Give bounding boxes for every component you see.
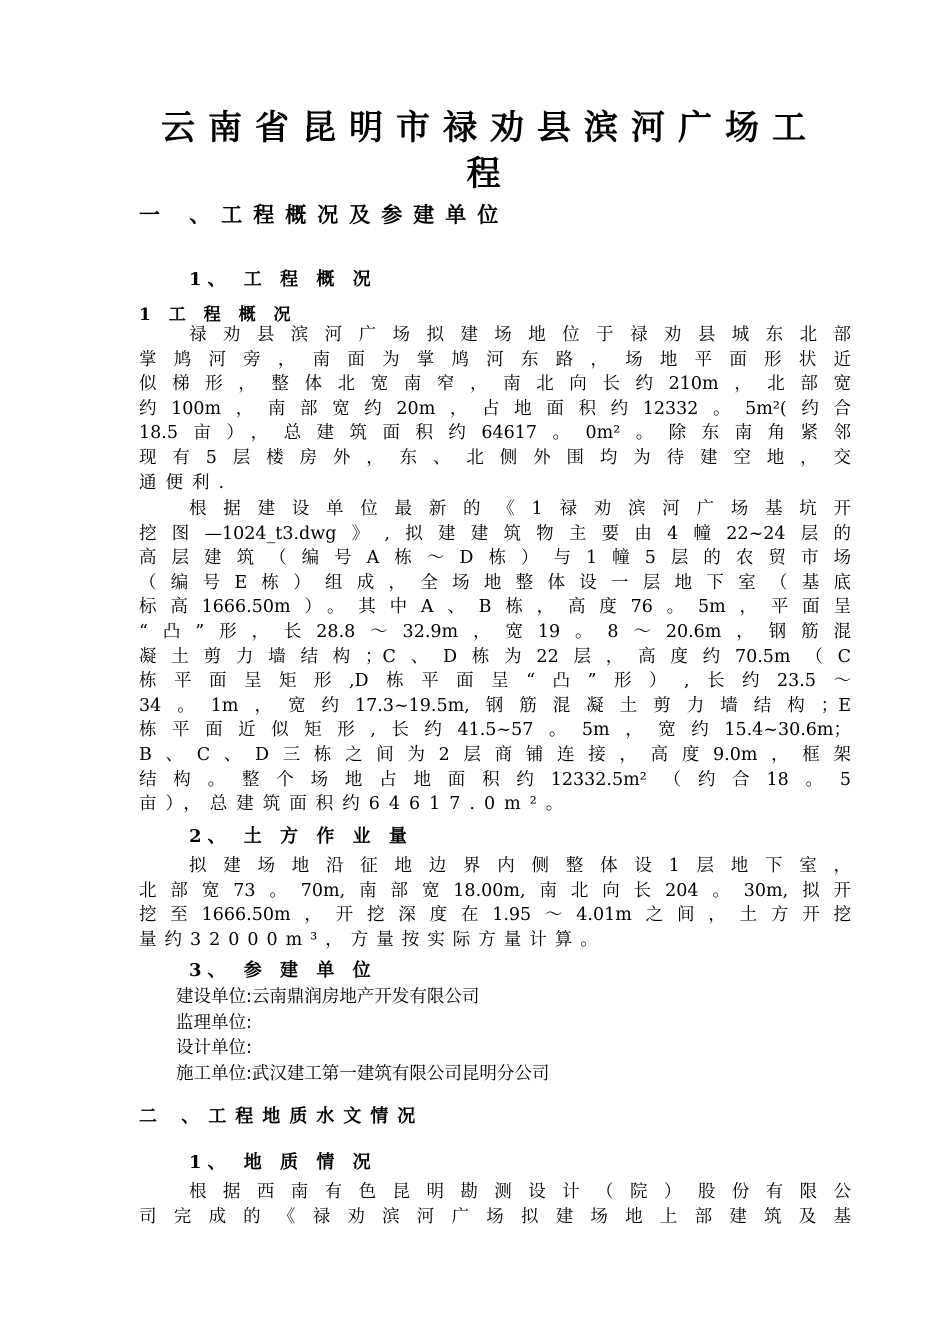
subheading-earthwork: 2、 土 方 作 业 量 — [189, 826, 413, 847]
para3-line-2: 北部宽73。70m,南部宽18.00m,南北向长204。30m,拟开 — [139, 880, 851, 901]
para2-line-4: （编号E栋）组成，全场地整体设一层地下室（基底 — [139, 572, 851, 593]
para1-line-4: 约100m，南部宽约20m，占地面积约12332。5m²(约合 — [139, 398, 851, 419]
title-line-2: 程 — [466, 154, 514, 194]
para2-line-9: 34。1m，宽约17.3~19.5m,钢筋混凝土剪力墙结构；E — [139, 695, 851, 716]
document-title — [130, 104, 850, 196]
org-contractor-unit: 施工单位:武汉建工第一建筑有限公司昆明分公司 — [176, 1063, 550, 1084]
para2-line-11: B、C、D三栋之间为2层商铺连接，高度9.0m，框架 — [139, 744, 851, 765]
subheading-project-overview-2: 1 工 程 概 况 — [139, 305, 297, 325]
subheading-participants: 3、 参 建 单 位 — [189, 960, 377, 981]
participant-list — [176, 985, 549, 1087]
para1-line-7: 通便利. — [139, 472, 234, 493]
para1-line-5: 18.5亩），总建筑面积约64617。0m²。除东南角紧邻 — [139, 423, 851, 444]
para2-line-12: 结构。整个场地占地面积约12332.5m²（约合18。5 — [139, 769, 851, 790]
para1-line-1: 禄劝县滨河广场拟建场地位于禄劝县城东北部 — [189, 325, 851, 345]
para4-line-1: 根据西南有色昆明勘测设计（院）股份有限公 — [189, 1182, 851, 1202]
paragraph-geology — [139, 1180, 851, 1229]
org-construction-unit: 建设单位:云南鼎润房地产开发有限公司 — [176, 987, 480, 1007]
para2-line-2: 挖图—1024_t3.dwg》,拟建建筑物主要由4幢22~24层的 — [139, 523, 851, 544]
section-heading-1: 一 、工程概况及参建单位 — [139, 202, 510, 227]
title-line-1: 云南省昆明市禄劝县滨河广场工 — [161, 108, 819, 148]
para1-line-2: 掌鸠河旁，南面为掌鸠河东路，场地平面形状近 — [139, 349, 851, 370]
para2-line-10: 栋平面近似矩形,长约41.5~57。5m，宽约15.4~30.6m； — [139, 720, 851, 741]
para2-line-1: 根据建设单位最新的《1禄劝滨河广场基坑开 — [189, 499, 851, 519]
para1-line-6: 现有5层楼房外，东、北侧外围均为待建空地，交 — [139, 447, 851, 468]
section-heading-2: 二 、工程地质水文情况 — [139, 1106, 425, 1127]
para3-line-1: 拟建场地沿征地边界内侧整体设1层地下室， — [189, 856, 851, 876]
para4-line-2: 司完成的《禄劝滨河广场拟建场地上部建筑及基 — [139, 1206, 851, 1227]
para2-line-5: 标高1666.50m）。其中A、B栋，高度76。5m，平面呈 — [139, 597, 851, 618]
paragraph-earthwork — [139, 854, 851, 952]
para3-line-3: 挖至1666.50m，开挖深度在1.95～4.01m之间，土方开挖 — [139, 905, 851, 926]
paragraph-site-location — [139, 323, 851, 495]
para2-line-13: 亩），总建筑面积约64617.0m²。 — [139, 794, 573, 815]
paragraph-building-description — [139, 497, 851, 817]
para3-line-4: 量约32000m³，方量按实际方量计算。 — [139, 929, 606, 950]
org-supervision-unit: 监理单位: — [176, 1012, 252, 1033]
para2-line-3: 高层建筑（编号A栋～D栋）与1幢5层的农贸市场 — [139, 548, 851, 569]
subheading-geology: 1、 地 质 情 况 — [189, 1152, 377, 1173]
para2-line-6: “凸”形，长28.8～32.9m，宽19。8～20.6m，钢筋混 — [139, 621, 851, 642]
para1-line-3: 似梯形，整体北宽南窄，南北向长约210m，北部宽 — [139, 374, 851, 395]
subheading-project-overview: 1、 工 程 概 况 — [189, 269, 377, 290]
org-design-unit: 设计单位: — [176, 1038, 252, 1058]
para2-line-8: 栋平面呈矩形,D栋平面呈“凸”形）,长约23.5～ — [139, 671, 851, 692]
para2-line-7: 凝土剪力墙结构；C、D栋为22层，高度约70.5m（C — [139, 646, 851, 667]
